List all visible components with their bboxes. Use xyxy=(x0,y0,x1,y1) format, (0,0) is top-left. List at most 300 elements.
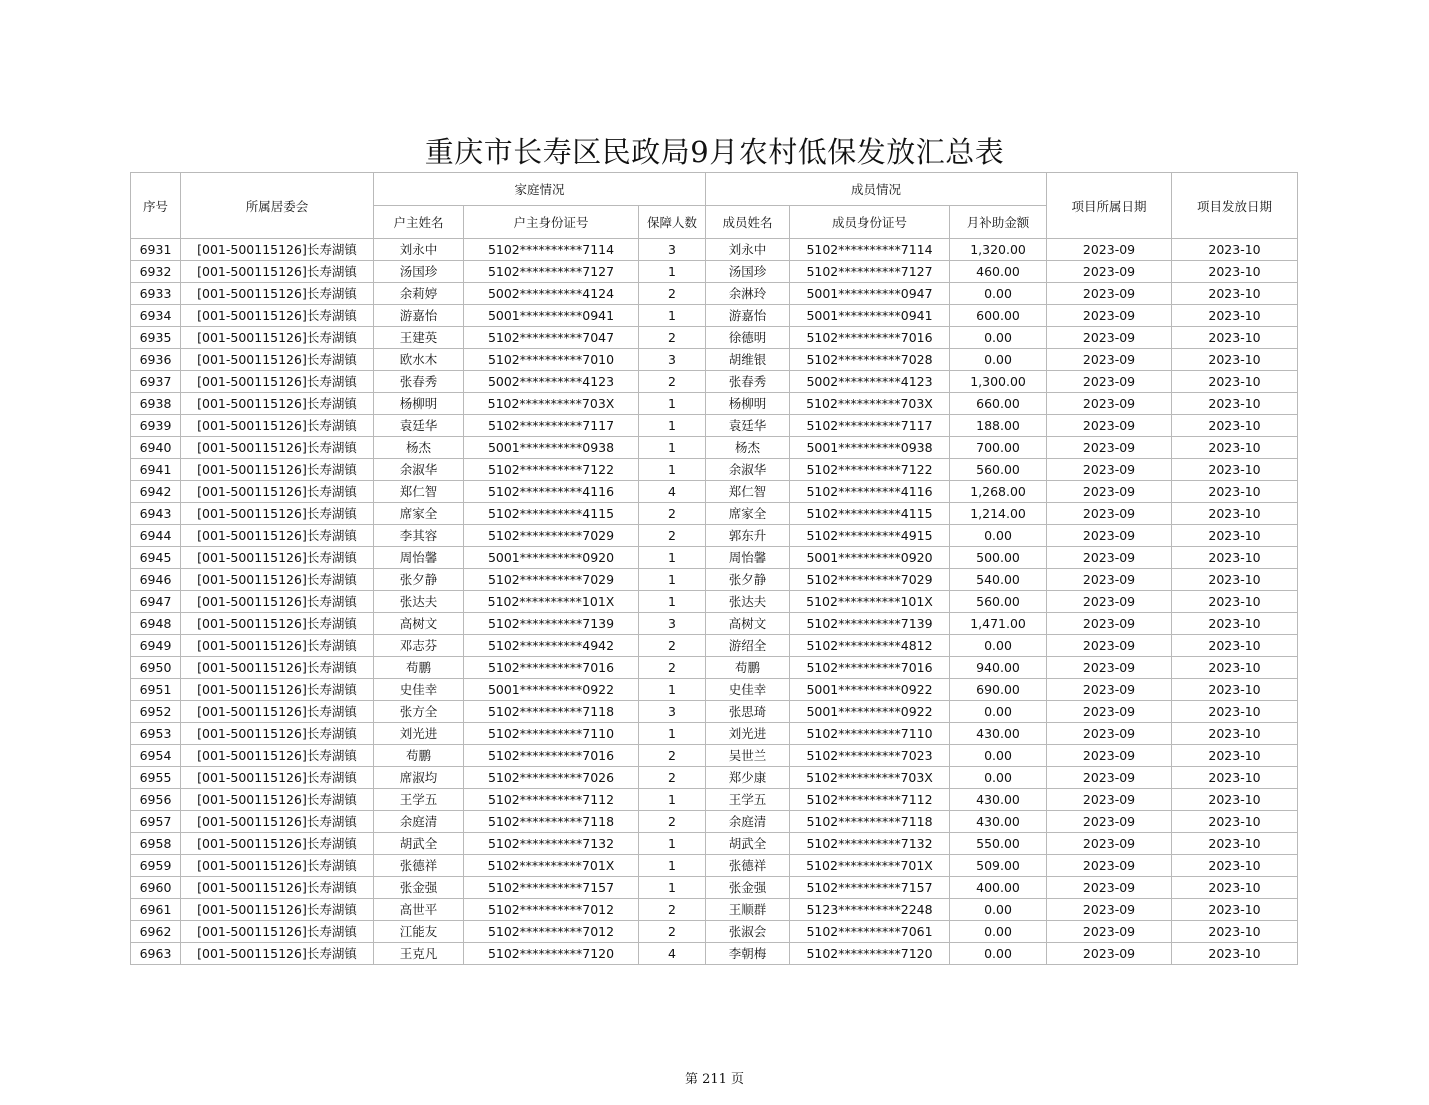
count-cell: 3 xyxy=(639,349,706,371)
count-cell: 2 xyxy=(639,657,706,679)
member-name-cell: 张夕静 xyxy=(706,569,790,591)
head-id-cell: 5102**********701X xyxy=(464,855,639,877)
count-cell: 1 xyxy=(639,789,706,811)
issue-date-cell: 2023-10 xyxy=(1172,899,1298,921)
project-date-cell: 2023-09 xyxy=(1047,327,1172,349)
committee-cell: [001-500115126]长寿湖镇 xyxy=(181,767,374,789)
head-id-cell: 5102**********703X xyxy=(464,393,639,415)
seq-cell: 6936 xyxy=(131,349,181,371)
member-id-cell: 5102**********7112 xyxy=(790,789,950,811)
table-row xyxy=(131,459,1298,481)
head-name-cell: 刘光进 xyxy=(374,723,464,745)
table-row xyxy=(131,921,1298,943)
header-head-id: 户主身份证号 xyxy=(464,206,639,239)
head-id-cell: 5001**********0938 xyxy=(464,437,639,459)
committee-cell: [001-500115126]长寿湖镇 xyxy=(181,723,374,745)
head-name-cell: 汤国珍 xyxy=(374,261,464,283)
member-name-cell: 胡武全 xyxy=(706,833,790,855)
member-id-cell: 5102**********7127 xyxy=(790,261,950,283)
seq-cell: 6934 xyxy=(131,305,181,327)
head-name-cell: 周怡馨 xyxy=(374,547,464,569)
seq-cell: 6939 xyxy=(131,415,181,437)
head-name-cell: 余莉婷 xyxy=(374,283,464,305)
amount-cell: 1,268.00 xyxy=(950,481,1047,503)
table-row xyxy=(131,877,1298,899)
member-name-cell: 王顺群 xyxy=(706,899,790,921)
member-name-cell: 游嘉怡 xyxy=(706,305,790,327)
member-id-cell: 5102**********703X xyxy=(790,767,950,789)
head-id-cell: 5102**********7112 xyxy=(464,789,639,811)
committee-cell: [001-500115126]长寿湖镇 xyxy=(181,261,374,283)
amount-cell: 1,320.00 xyxy=(950,239,1047,261)
head-id-cell: 5102**********7157 xyxy=(464,877,639,899)
member-name-cell: 游绍全 xyxy=(706,635,790,657)
project-date-cell: 2023-09 xyxy=(1047,371,1172,393)
committee-cell: [001-500115126]长寿湖镇 xyxy=(181,349,374,371)
amount-cell: 600.00 xyxy=(950,305,1047,327)
issue-date-cell: 2023-10 xyxy=(1172,393,1298,415)
member-name-cell: 杨杰 xyxy=(706,437,790,459)
member-name-cell: 张达夫 xyxy=(706,591,790,613)
table-row xyxy=(131,525,1298,547)
head-id-cell: 5002**********4124 xyxy=(464,283,639,305)
committee-cell: [001-500115126]长寿湖镇 xyxy=(181,283,374,305)
head-name-cell: 席淑均 xyxy=(374,767,464,789)
seq-cell: 6943 xyxy=(131,503,181,525)
count-cell: 1 xyxy=(639,547,706,569)
count-cell: 3 xyxy=(639,701,706,723)
issue-date-cell: 2023-10 xyxy=(1172,569,1298,591)
project-date-cell: 2023-09 xyxy=(1047,591,1172,613)
header-head-name: 户主姓名 xyxy=(374,206,464,239)
member-name-cell: 张思琦 xyxy=(706,701,790,723)
member-id-cell: 5102**********7028 xyxy=(790,349,950,371)
head-id-cell: 5002**********4123 xyxy=(464,371,639,393)
head-name-cell: 王建英 xyxy=(374,327,464,349)
committee-cell: [001-500115126]长寿湖镇 xyxy=(181,393,374,415)
committee-cell: [001-500115126]长寿湖镇 xyxy=(181,481,374,503)
member-id-cell: 5102**********4915 xyxy=(790,525,950,547)
count-cell: 1 xyxy=(639,877,706,899)
amount-cell: 0.00 xyxy=(950,525,1047,547)
count-cell: 2 xyxy=(639,503,706,525)
head-name-cell: 李其容 xyxy=(374,525,464,547)
seq-cell: 6949 xyxy=(131,635,181,657)
table-row xyxy=(131,943,1298,965)
table-row xyxy=(131,657,1298,679)
member-name-cell: 刘光进 xyxy=(706,723,790,745)
committee-cell: [001-500115126]长寿湖镇 xyxy=(181,239,374,261)
issue-date-cell: 2023-10 xyxy=(1172,371,1298,393)
amount-cell: 540.00 xyxy=(950,569,1047,591)
seq-cell: 6955 xyxy=(131,767,181,789)
head-name-cell: 邓志芬 xyxy=(374,635,464,657)
issue-date-cell: 2023-10 xyxy=(1172,657,1298,679)
committee-cell: [001-500115126]长寿湖镇 xyxy=(181,371,374,393)
project-date-cell: 2023-09 xyxy=(1047,547,1172,569)
project-date-cell: 2023-09 xyxy=(1047,261,1172,283)
project-date-cell: 2023-09 xyxy=(1047,635,1172,657)
head-id-cell: 5102**********7016 xyxy=(464,745,639,767)
header-project-date: 项目所属日期 xyxy=(1047,173,1172,239)
table-row xyxy=(131,833,1298,855)
seq-cell: 6947 xyxy=(131,591,181,613)
head-id-cell: 5102**********101X xyxy=(464,591,639,613)
table-row xyxy=(131,899,1298,921)
head-name-cell: 欧水木 xyxy=(374,349,464,371)
count-cell: 4 xyxy=(639,481,706,503)
header-issue-date: 项目发放日期 xyxy=(1172,173,1298,239)
member-name-cell: 徐德明 xyxy=(706,327,790,349)
committee-cell: [001-500115126]长寿湖镇 xyxy=(181,415,374,437)
head-id-cell: 5102**********7047 xyxy=(464,327,639,349)
issue-date-cell: 2023-10 xyxy=(1172,415,1298,437)
member-id-cell: 5001**********0920 xyxy=(790,547,950,569)
member-id-cell: 5102**********4116 xyxy=(790,481,950,503)
member-name-cell: 张春秀 xyxy=(706,371,790,393)
table-row xyxy=(131,503,1298,525)
table-row xyxy=(131,745,1298,767)
count-cell: 3 xyxy=(639,239,706,261)
project-date-cell: 2023-09 xyxy=(1047,305,1172,327)
count-cell: 2 xyxy=(639,745,706,767)
issue-date-cell: 2023-10 xyxy=(1172,613,1298,635)
member-name-cell: 史佳幸 xyxy=(706,679,790,701)
member-id-cell: 5102**********7132 xyxy=(790,833,950,855)
count-cell: 4 xyxy=(639,943,706,965)
head-name-cell: 胡武全 xyxy=(374,833,464,855)
member-id-cell: 5102**********7110 xyxy=(790,723,950,745)
amount-cell: 0.00 xyxy=(950,283,1047,305)
project-date-cell: 2023-09 xyxy=(1047,855,1172,877)
head-name-cell: 王学五 xyxy=(374,789,464,811)
committee-cell: [001-500115126]长寿湖镇 xyxy=(181,437,374,459)
issue-date-cell: 2023-10 xyxy=(1172,547,1298,569)
count-cell: 1 xyxy=(639,569,706,591)
issue-date-cell: 2023-10 xyxy=(1172,789,1298,811)
head-name-cell: 张达夫 xyxy=(374,591,464,613)
member-id-cell: 5001**********0941 xyxy=(790,305,950,327)
table-header xyxy=(131,173,1298,239)
header-committee: 所属居委会 xyxy=(181,173,374,239)
amount-cell: 1,214.00 xyxy=(950,503,1047,525)
head-id-cell: 5102**********7120 xyxy=(464,943,639,965)
head-id-cell: 5102**********7029 xyxy=(464,569,639,591)
head-id-cell: 5102**********4942 xyxy=(464,635,639,657)
head-id-cell: 5102**********7026 xyxy=(464,767,639,789)
count-cell: 2 xyxy=(639,921,706,943)
issue-date-cell: 2023-10 xyxy=(1172,745,1298,767)
amount-cell: 560.00 xyxy=(950,591,1047,613)
table-row xyxy=(131,481,1298,503)
member-name-cell: 杨柳明 xyxy=(706,393,790,415)
project-date-cell: 2023-09 xyxy=(1047,393,1172,415)
head-name-cell: 王克凡 xyxy=(374,943,464,965)
seq-cell: 6961 xyxy=(131,899,181,921)
issue-date-cell: 2023-10 xyxy=(1172,349,1298,371)
member-name-cell: 刘永中 xyxy=(706,239,790,261)
member-name-cell: 余淋玲 xyxy=(706,283,790,305)
amount-cell: 690.00 xyxy=(950,679,1047,701)
issue-date-cell: 2023-10 xyxy=(1172,437,1298,459)
page-number: 第 211 页 xyxy=(684,1072,745,1087)
amount-cell: 940.00 xyxy=(950,657,1047,679)
committee-cell: [001-500115126]长寿湖镇 xyxy=(181,745,374,767)
issue-date-cell: 2023-10 xyxy=(1172,767,1298,789)
count-cell: 2 xyxy=(639,899,706,921)
member-id-cell: 5102**********4812 xyxy=(790,635,950,657)
seq-cell: 6956 xyxy=(131,789,181,811)
project-date-cell: 2023-09 xyxy=(1047,921,1172,943)
committee-cell: [001-500115126]长寿湖镇 xyxy=(181,613,374,635)
amount-cell: 550.00 xyxy=(950,833,1047,855)
head-id-cell: 5102**********7110 xyxy=(464,723,639,745)
head-id-cell: 5102**********7117 xyxy=(464,415,639,437)
count-cell: 2 xyxy=(639,525,706,547)
head-name-cell: 张金强 xyxy=(374,877,464,899)
seq-cell: 6931 xyxy=(131,239,181,261)
head-name-cell: 袁廷华 xyxy=(374,415,464,437)
amount-cell: 0.00 xyxy=(950,921,1047,943)
head-name-cell: 苟鹏 xyxy=(374,657,464,679)
amount-cell: 0.00 xyxy=(950,899,1047,921)
amount-cell: 0.00 xyxy=(950,349,1047,371)
issue-date-cell: 2023-10 xyxy=(1172,459,1298,481)
member-name-cell: 王学五 xyxy=(706,789,790,811)
committee-cell: [001-500115126]长寿湖镇 xyxy=(181,943,374,965)
count-cell: 1 xyxy=(639,855,706,877)
head-name-cell: 余淑华 xyxy=(374,459,464,481)
head-name-cell: 郑仁智 xyxy=(374,481,464,503)
issue-date-cell: 2023-10 xyxy=(1172,481,1298,503)
header-amount: 月补助金额 xyxy=(950,206,1047,239)
seq-cell: 6958 xyxy=(131,833,181,855)
head-id-cell: 5102**********7016 xyxy=(464,657,639,679)
head-name-cell: 史佳幸 xyxy=(374,679,464,701)
member-name-cell: 周怡馨 xyxy=(706,547,790,569)
header-member-name: 成员姓名 xyxy=(706,206,790,239)
table-row xyxy=(131,349,1298,371)
issue-date-cell: 2023-10 xyxy=(1172,503,1298,525)
amount-cell: 500.00 xyxy=(950,547,1047,569)
project-date-cell: 2023-09 xyxy=(1047,877,1172,899)
project-date-cell: 2023-09 xyxy=(1047,459,1172,481)
member-id-cell: 5102**********7139 xyxy=(790,613,950,635)
head-name-cell: 张德祥 xyxy=(374,855,464,877)
member-id-cell: 5001**********0922 xyxy=(790,679,950,701)
issue-date-cell: 2023-10 xyxy=(1172,855,1298,877)
seq-cell: 6962 xyxy=(131,921,181,943)
seq-cell: 6953 xyxy=(131,723,181,745)
member-name-cell: 余庭清 xyxy=(706,811,790,833)
head-id-cell: 5102**********7010 xyxy=(464,349,639,371)
amount-cell: 660.00 xyxy=(950,393,1047,415)
head-name-cell: 杨杰 xyxy=(374,437,464,459)
seq-cell: 6937 xyxy=(131,371,181,393)
count-cell: 1 xyxy=(639,415,706,437)
project-date-cell: 2023-09 xyxy=(1047,415,1172,437)
head-id-cell: 5001**********0922 xyxy=(464,679,639,701)
head-id-cell: 5102**********7127 xyxy=(464,261,639,283)
header-seq: 序号 xyxy=(131,173,181,239)
issue-date-cell: 2023-10 xyxy=(1172,877,1298,899)
seq-cell: 6946 xyxy=(131,569,181,591)
member-id-cell: 5102**********7120 xyxy=(790,943,950,965)
head-name-cell: 张方全 xyxy=(374,701,464,723)
head-name-cell: 余庭清 xyxy=(374,811,464,833)
count-cell: 1 xyxy=(639,679,706,701)
project-date-cell: 2023-09 xyxy=(1047,701,1172,723)
count-cell: 1 xyxy=(639,591,706,613)
issue-date-cell: 2023-10 xyxy=(1172,261,1298,283)
project-date-cell: 2023-09 xyxy=(1047,349,1172,371)
member-id-cell: 5001**********0947 xyxy=(790,283,950,305)
head-id-cell: 5102**********4116 xyxy=(464,481,639,503)
member-id-cell: 5002**********4123 xyxy=(790,371,950,393)
member-name-cell: 张淑会 xyxy=(706,921,790,943)
head-id-cell: 5102**********7029 xyxy=(464,525,639,547)
issue-date-cell: 2023-10 xyxy=(1172,811,1298,833)
header-family-group: 家庭情况 xyxy=(374,173,706,206)
member-id-cell: 5102**********7029 xyxy=(790,569,950,591)
issue-date-cell: 2023-10 xyxy=(1172,305,1298,327)
member-name-cell: 郑少康 xyxy=(706,767,790,789)
count-cell: 1 xyxy=(639,305,706,327)
count-cell: 2 xyxy=(639,327,706,349)
committee-cell: [001-500115126]长寿湖镇 xyxy=(181,899,374,921)
seq-cell: 6952 xyxy=(131,701,181,723)
head-id-cell: 5001**********0941 xyxy=(464,305,639,327)
member-id-cell: 5102**********7118 xyxy=(790,811,950,833)
member-id-cell: 5102**********7122 xyxy=(790,459,950,481)
amount-cell: 1,471.00 xyxy=(950,613,1047,635)
head-name-cell: 席家全 xyxy=(374,503,464,525)
issue-date-cell: 2023-10 xyxy=(1172,943,1298,965)
table-row xyxy=(131,701,1298,723)
head-name-cell: 高世平 xyxy=(374,899,464,921)
count-cell: 2 xyxy=(639,811,706,833)
head-id-cell: 5102**********7118 xyxy=(464,811,639,833)
head-name-cell: 江能友 xyxy=(374,921,464,943)
project-date-cell: 2023-09 xyxy=(1047,503,1172,525)
header-member-id: 成员身份证号 xyxy=(790,206,950,239)
head-id-cell: 5001**********0920 xyxy=(464,547,639,569)
amount-cell: 460.00 xyxy=(950,261,1047,283)
member-name-cell: 吴世兰 xyxy=(706,745,790,767)
header-member-group: 成员情况 xyxy=(706,173,1047,206)
member-id-cell: 5102**********4115 xyxy=(790,503,950,525)
member-id-cell: 5001**********0922 xyxy=(790,701,950,723)
project-date-cell: 2023-09 xyxy=(1047,723,1172,745)
head-id-cell: 5102**********7012 xyxy=(464,899,639,921)
table-row xyxy=(131,789,1298,811)
seq-cell: 6940 xyxy=(131,437,181,459)
table-row xyxy=(131,283,1298,305)
count-cell: 2 xyxy=(639,767,706,789)
issue-date-cell: 2023-10 xyxy=(1172,635,1298,657)
table-row xyxy=(131,371,1298,393)
amount-cell: 400.00 xyxy=(950,877,1047,899)
member-name-cell: 高树文 xyxy=(706,613,790,635)
head-name-cell: 游嘉怡 xyxy=(374,305,464,327)
member-name-cell: 苟鹏 xyxy=(706,657,790,679)
issue-date-cell: 2023-10 xyxy=(1172,239,1298,261)
issue-date-cell: 2023-10 xyxy=(1172,283,1298,305)
table-row xyxy=(131,811,1298,833)
committee-cell: [001-500115126]长寿湖镇 xyxy=(181,679,374,701)
amount-cell: 0.00 xyxy=(950,943,1047,965)
amount-cell: 0.00 xyxy=(950,635,1047,657)
issue-date-cell: 2023-10 xyxy=(1172,327,1298,349)
page-title: 重庆市长寿区民政局9月农村低保发放汇总表 xyxy=(424,135,1005,169)
committee-cell: [001-500115126]长寿湖镇 xyxy=(181,327,374,349)
member-id-cell: 5102**********701X xyxy=(790,855,950,877)
seq-cell: 6963 xyxy=(131,943,181,965)
committee-cell: [001-500115126]长寿湖镇 xyxy=(181,591,374,613)
amount-cell: 0.00 xyxy=(950,701,1047,723)
seq-cell: 6932 xyxy=(131,261,181,283)
count-cell: 1 xyxy=(639,833,706,855)
amount-cell: 430.00 xyxy=(950,723,1047,745)
amount-cell: 430.00 xyxy=(950,811,1047,833)
project-date-cell: 2023-09 xyxy=(1047,525,1172,547)
member-name-cell: 郭东升 xyxy=(706,525,790,547)
committee-cell: [001-500115126]长寿湖镇 xyxy=(181,657,374,679)
seq-cell: 6933 xyxy=(131,283,181,305)
project-date-cell: 2023-09 xyxy=(1047,811,1172,833)
count-cell: 1 xyxy=(639,393,706,415)
head-name-cell: 刘永中 xyxy=(374,239,464,261)
member-id-cell: 5102**********703X xyxy=(790,393,950,415)
project-date-cell: 2023-09 xyxy=(1047,767,1172,789)
committee-cell: [001-500115126]长寿湖镇 xyxy=(181,921,374,943)
header-count: 保障人数 xyxy=(639,206,706,239)
member-id-cell: 5102**********7016 xyxy=(790,327,950,349)
committee-cell: [001-500115126]长寿湖镇 xyxy=(181,305,374,327)
seq-cell: 6960 xyxy=(131,877,181,899)
table-row xyxy=(131,635,1298,657)
amount-cell: 430.00 xyxy=(950,789,1047,811)
member-id-cell: 5102**********7023 xyxy=(790,745,950,767)
committee-cell: [001-500115126]长寿湖镇 xyxy=(181,569,374,591)
head-id-cell: 5102**********7139 xyxy=(464,613,639,635)
member-id-cell: 5102**********7114 xyxy=(790,239,950,261)
committee-cell: [001-500115126]长寿湖镇 xyxy=(181,459,374,481)
count-cell: 1 xyxy=(639,437,706,459)
seq-cell: 6950 xyxy=(131,657,181,679)
table-row xyxy=(131,415,1298,437)
member-name-cell: 余淑华 xyxy=(706,459,790,481)
seq-cell: 6935 xyxy=(131,327,181,349)
head-name-cell: 苟鹏 xyxy=(374,745,464,767)
seq-cell: 6942 xyxy=(131,481,181,503)
issue-date-cell: 2023-10 xyxy=(1172,921,1298,943)
member-id-cell: 5102**********7061 xyxy=(790,921,950,943)
head-name-cell: 张夕静 xyxy=(374,569,464,591)
summary-table xyxy=(130,172,1298,965)
head-id-cell: 5102**********4115 xyxy=(464,503,639,525)
table-row xyxy=(131,305,1298,327)
project-date-cell: 2023-09 xyxy=(1047,569,1172,591)
seq-cell: 6954 xyxy=(131,745,181,767)
table-row xyxy=(131,327,1298,349)
committee-cell: [001-500115126]长寿湖镇 xyxy=(181,789,374,811)
table-row xyxy=(131,569,1298,591)
table-row xyxy=(131,723,1298,745)
committee-cell: [001-500115126]长寿湖镇 xyxy=(181,877,374,899)
seq-cell: 6938 xyxy=(131,393,181,415)
amount-cell: 0.00 xyxy=(950,327,1047,349)
